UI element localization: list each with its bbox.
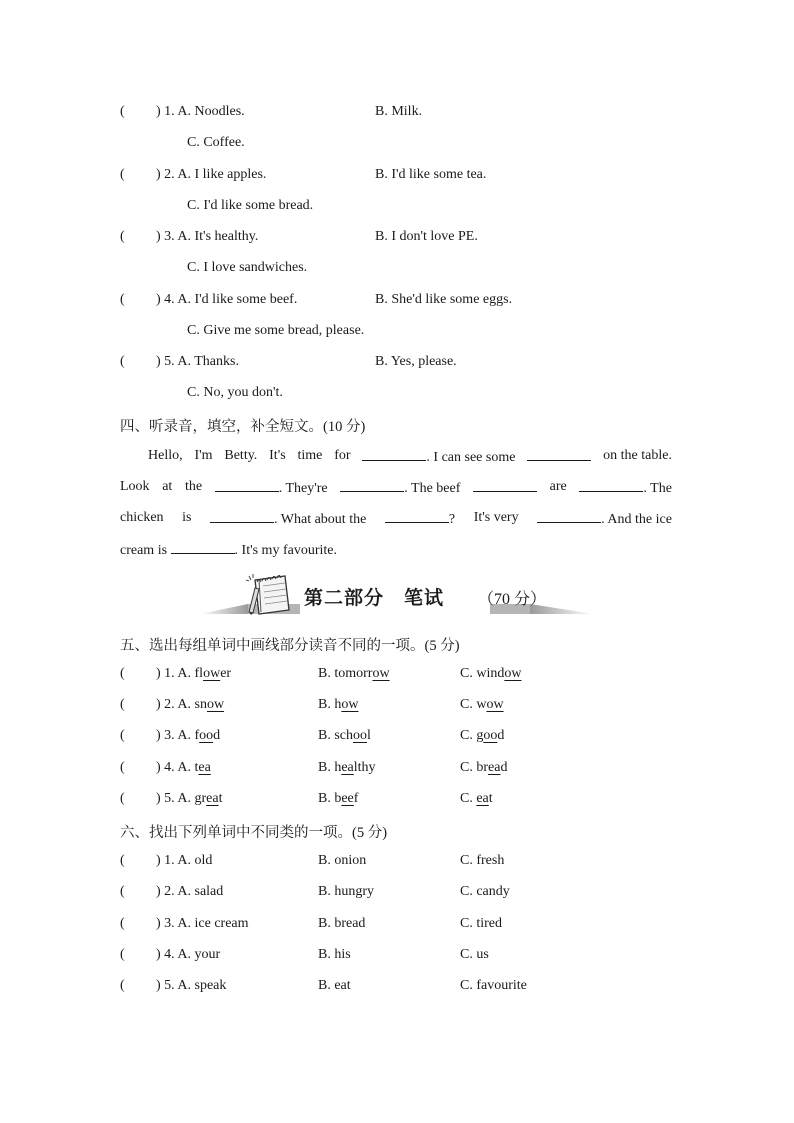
underlined-letters: ow (206, 697, 225, 712)
heading-text: 六、找出下列单词中不同类的一项。 (120, 825, 352, 841)
word: on the table. (603, 448, 672, 463)
underlined-letters: ea (341, 760, 354, 775)
passage-line-3 (120, 510, 672, 528)
blank-2[interactable] (527, 448, 591, 461)
item-number: ) 2. A. salad (156, 884, 224, 899)
section-4-heading (120, 415, 365, 436)
option-b: B. how (318, 697, 359, 712)
notepad-pencil-icon (245, 572, 297, 616)
option-b: B. I'd like some tea. (375, 167, 487, 182)
word: the (184, 479, 203, 494)
word: is (182, 510, 192, 525)
item-number: ) 3. A. It's healthy. (156, 229, 259, 244)
word: for (334, 448, 351, 463)
underlined-letters: ea (206, 791, 219, 806)
blank-8[interactable] (385, 510, 449, 523)
word: I'm (194, 448, 213, 463)
option-c: C. candy (460, 884, 510, 899)
blank-3[interactable] (215, 479, 279, 492)
item-number: ) 1. A. Noodles. (156, 104, 245, 119)
blank-10[interactable] (171, 541, 235, 554)
underlined-letters: ea (488, 760, 501, 775)
item-number: ) 1. A. old (156, 853, 213, 868)
word: cream is (120, 543, 168, 558)
heading-text: 四、听录音，填空，补全短文。 (120, 419, 323, 435)
item-number: ) 3. A. ice cream (156, 916, 249, 931)
underlined-letters: ow (504, 666, 522, 681)
word: It's very (473, 510, 519, 525)
item-number: ) 2. A. I like apples. (156, 167, 267, 182)
option-c: C. No, you don't. (187, 385, 283, 400)
option-c: C. fresh (460, 853, 505, 868)
option-b: B. beef (318, 791, 359, 806)
word: time (297, 448, 323, 463)
word: It's (269, 448, 286, 463)
item-number: ) 5. A. speak (156, 978, 227, 993)
word: . The beef (404, 481, 461, 496)
part-2-score: （70 分） (478, 591, 547, 608)
item-number: ) 4. A. I'd like some beef. (156, 292, 298, 307)
option-c: C. tired (460, 916, 502, 931)
option-b: B. tomorrow (318, 666, 390, 681)
option-c: C. Coffee. (187, 135, 245, 150)
word: chicken (120, 510, 164, 525)
underlined-letters: oo (199, 728, 214, 743)
word: . It's my favourite. (234, 543, 337, 558)
item-number: ) 3. A. food (156, 728, 221, 743)
item-number: ) 5. A. great (156, 791, 223, 806)
word: . They're (278, 481, 328, 496)
word: Look (120, 479, 150, 494)
option-b: B. onion (318, 853, 367, 868)
item-number: ) 4. A. tea (156, 760, 211, 775)
part-2-title: 第二部分 笔试 (304, 587, 445, 609)
underlined-letters: ow (372, 666, 390, 681)
score: (5 分) (424, 638, 460, 654)
item-number: ) 5. A. Thanks. (156, 354, 239, 369)
option-c: C. eat (460, 791, 493, 806)
underlined-letters: ow (203, 666, 221, 681)
word: are (549, 479, 567, 494)
blank-5[interactable] (473, 479, 537, 492)
option-c: C. I love sandwiches. (187, 260, 308, 275)
option-c: C. I'd like some bread. (187, 198, 314, 213)
item-number: ) 4. A. your (156, 947, 221, 962)
passage-line-4 (120, 541, 337, 559)
word: Betty. (224, 448, 258, 463)
section-5-heading (120, 634, 460, 655)
option-c: C. Give me some bread, please. (187, 323, 365, 338)
word: Hello, (148, 448, 183, 463)
word: . What about the (274, 512, 367, 527)
underlined-letters: oo (353, 728, 367, 743)
underlined-letters: ea (198, 760, 211, 775)
blank-6[interactable] (579, 479, 643, 492)
option-c: C. bread (460, 760, 508, 775)
option-b: B. hungry (318, 884, 374, 899)
section-6-heading (120, 821, 387, 842)
option-c: C. favourite (460, 978, 527, 993)
blank-9[interactable] (537, 510, 601, 523)
blank-4[interactable] (340, 479, 404, 492)
option-c: C. us (460, 947, 489, 962)
option-b: B. his (318, 947, 351, 962)
passage-line-1 (148, 448, 672, 466)
underlined-letters: oo (483, 728, 498, 743)
option-b: B. I don't love PE. (375, 229, 478, 244)
option-b: B. healthy (318, 760, 376, 775)
heading-text: 五、选出每组单词中画线部分读音不同的一项。 (120, 638, 425, 654)
underlined-letters: ea (476, 791, 489, 806)
option-b: B. Milk. (375, 104, 423, 119)
option-b: B. eat (318, 978, 351, 993)
word: at (162, 479, 173, 494)
underlined-letters: ow (486, 697, 504, 712)
word: ? (448, 512, 456, 527)
underlined-letters: ow (341, 697, 359, 712)
option-b: B. school (318, 728, 371, 743)
option-b: B. bread (318, 916, 366, 931)
underlined-letters: ee (341, 791, 354, 806)
option-c: C. window (460, 666, 522, 681)
passage-line-2 (120, 479, 672, 497)
option-c: C. wow (460, 697, 504, 712)
word: . I can see some (426, 450, 516, 465)
item-number: ) 2. A. snow (156, 697, 225, 712)
word: . And the ice (601, 512, 672, 527)
word: . The (643, 481, 672, 496)
option-b: B. Yes, please. (375, 354, 457, 369)
score: (10 分) (323, 419, 366, 435)
item-number: ) 1. A. flower (156, 666, 232, 681)
blank-7[interactable] (210, 510, 274, 523)
option-c: C. good (460, 728, 505, 743)
score: (5 分) (352, 825, 388, 841)
option-b: B. She'd like some eggs. (375, 292, 513, 307)
blank-1[interactable] (362, 448, 426, 461)
